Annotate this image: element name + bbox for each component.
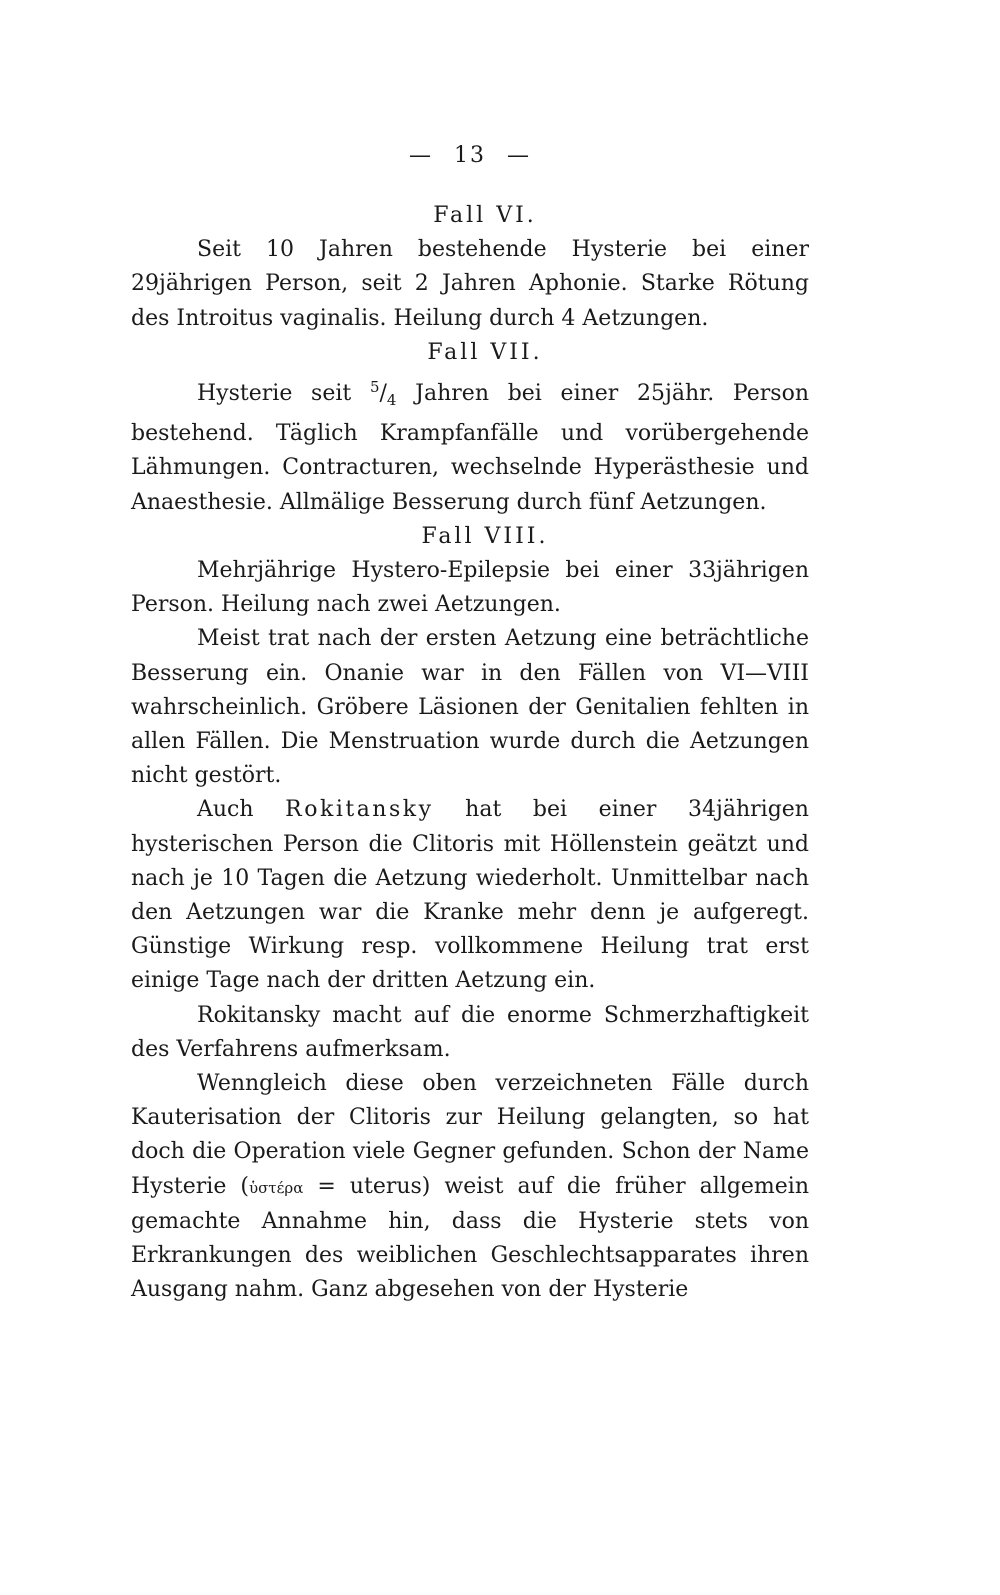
improvement-paragraph: Meist trat nach der ersten Aetzung eine beträchtliche Besserung ein. Onanie war in den Fällen von VI—VIII wahrscheinlich. Gröbere Läsionen der Genitalien fehlten in allen Fällen. Die Menstruation wurde durch die Aetzungen nicht gestört. bbox=[131, 626, 809, 789]
case-7-fraction-slash: / bbox=[379, 380, 387, 406]
case-7-heading: Fall VII. bbox=[427, 339, 543, 365]
case-7-fraction-numerator: 5 bbox=[369, 377, 380, 396]
page-number-value: 13 bbox=[454, 143, 486, 168]
case-6-heading: Fall VI. bbox=[433, 203, 537, 228]
rokitansky-pain-paragraph: Rokitansky macht auf die enorme Schmerzhaftigkeit des Verfahrens aufmerksam. bbox=[131, 1002, 809, 1062]
page-body bbox=[131, 199, 809, 1307]
case-7-fraction-denominator: 4 bbox=[386, 390, 397, 409]
rokitansky-case-paragraph bbox=[131, 793, 809, 998]
page-number-dash-left: — bbox=[409, 143, 433, 168]
rokitansky-case-text-start: Auch bbox=[197, 797, 286, 823]
final-paragraph-text-start: Wenngleich diese oben verzeichneten Fälle durch Kauterisation der Clitoris zur Heilung gelangten, so hat doch die Operation viele Gegner gefunden. Schon der Name Hysterie ( bbox=[131, 1071, 809, 1199]
page-number-dash-right: — bbox=[507, 143, 531, 168]
final-paragraph-text-rest: = uterus) weist auf die früher allgemein gemachte Annahme hin, dass die Hysterie stets von Erkrankungen des weiblichen Geschlechtsapparates ihren Ausgang nahm. Ganz abgesehen von der Hysterie bbox=[131, 1173, 810, 1303]
greek-word-hystera: ὑστέρα bbox=[248, 1178, 304, 1197]
rokitansky-case-text-rest: hat bei einer 34jährigen hysterischen Person die Clitoris mit Höllenstein geätzt und nach je 10 Tagen die Aetzung wiederholt. Unmittelbar nach den Aetzungen war die Kranke mehr denn je aufgeregt. Günstige Wirkung resp. vollkommene Heilung trat erst einige Tage nach der dritten Aetzung ein. bbox=[131, 797, 809, 994]
final-paragraph bbox=[131, 1067, 809, 1307]
case-8-heading: Fall VIII. bbox=[421, 523, 549, 549]
page-number bbox=[0, 143, 940, 168]
case-8-text: Mehrjährige Hystero-Epilepsie bei einer 33jährigen Person. Heilung nach zwei Aetzungen. bbox=[131, 557, 809, 618]
case-7-text bbox=[131, 370, 809, 520]
rokitansky-name: Rokitansky bbox=[285, 797, 434, 823]
case-7-text-rest: Jahren bei einer 25jähr. Person bestehend. Täglich Krampfanfälle und vorübergehende Lähmungen. Contracturen, wechselnde Hyperästhesie und Anaesthesie. Allmälige Besserung durch fünf Aetzungen. bbox=[131, 380, 809, 515]
case-7-text-start: Hysterie seit bbox=[197, 380, 370, 406]
case-6-text: Seit 10 Jahren bestehende Hysterie bei einer 29jährigen Person, seit 2 Jahren Aphonie. Starke Rötung des Introitus vaginalis. Heilung durch 4 Aetzungen. bbox=[131, 237, 809, 331]
